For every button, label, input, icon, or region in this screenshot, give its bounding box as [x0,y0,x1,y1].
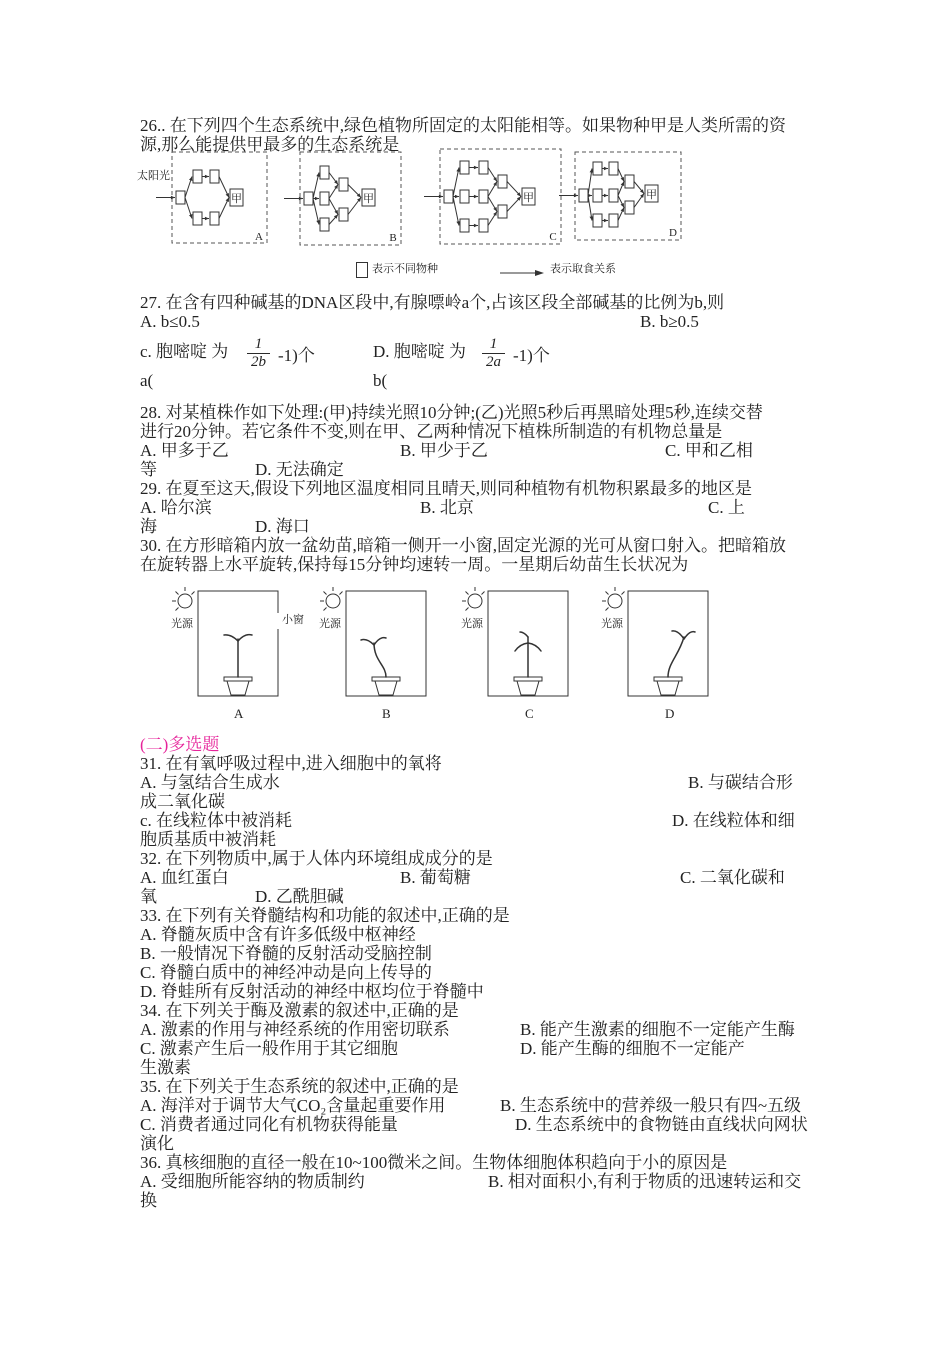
q27-stem: 27. 在含有四种碱基的DNA区段中,有腺嘌岭a个,占该区段全部碱基的比例为b,则 [140,293,725,312]
q33-option-b: B. 一般情况下脊髓的反射活动受脑控制 [140,944,432,963]
target-species-label: 甲 [363,193,374,205]
q35-option-d-part1: D. 生态系统中的食物链由直线状向网状 [515,1115,808,1134]
panel-letter-a: A [255,231,263,243]
q29-option-d: D. 海口 [255,517,310,536]
q28-option-d: D. 无法确定 [255,460,344,479]
legend-feeding-label: 表示取食关系 [550,263,616,275]
q26-foodweb-panel-a [156,150,268,245]
q27-option-d-fraction [482,336,505,372]
lamp-icon [462,587,485,611]
target-species-label: 甲 [523,192,534,204]
lamp-icon [602,587,625,611]
q26-foodweb-panel-b [284,150,402,247]
lamp-label: 光源 [319,618,341,630]
q27-option-c-prefix: c. 胞嘧啶 为 [140,342,229,361]
panel-letter-c: C [549,231,557,243]
q31-stem: 31. 在有氧呼吸过程中,进入细胞中的氧将 [140,754,442,773]
foodweb-geometry [156,152,267,243]
q32-option-d: D. 乙酰胆碱 [255,887,344,906]
q26-stem-line-2: 源,那么能提供甲最多的生态系统是 [140,135,400,154]
q35-option-c: C. 消费者通过同化有机物获得能量 [140,1115,398,1134]
q27-option-a: A. b≤0.5 [140,312,200,331]
dark-box [346,591,426,696]
q27-option-c-tail: -1)个 [278,346,315,365]
q36-option-a: A. 受细胞所能容纳的物质制约 [140,1172,365,1191]
q32-option-a: A. 血红蛋白 [140,868,229,887]
pot [372,677,400,695]
q27-option-d-prefix: D. 胞嘧啶 为 [373,342,467,361]
q31-option-d-part2: 胞质基质中被消耗 [140,830,276,849]
q26-foodweb-panel-d [559,150,682,242]
legend-species-label: 表示不同物种 [372,263,438,275]
foodweb-geometry [284,152,401,245]
q35-option-b: B. 生态系统中的营养级一般只有四~五级 [500,1096,802,1115]
pot [224,677,252,695]
fraction-denominator: 2a [482,353,505,371]
q34-option-d-part1: D. 能产生酶的细胞不一定能产 [520,1039,745,1058]
q28-option-b: B. 甲少于乙 [400,441,488,460]
q30-stem-line-1: 30. 在方形暗箱内放一盆幼苗,暗箱一侧开一小窗,固定光源的光可从窗口射入。把暗箱放 [140,536,786,555]
lamp-label: 光源 [601,618,623,630]
q27-option-d-coefficient: b( [373,371,388,390]
q30-stem-line-2: 在旋转器上水平旋转,保持每15分钟均速转一周。一星期后幼苗生长状况为 [140,555,689,574]
q36-stem: 36. 真核细胞的直径一般在10~100微米之间。生物体细胞体积趋向于小的原因是 [140,1153,728,1172]
q35-option-a: A. 海洋对于调节大气CO₂含量起重要作用 [140,1096,446,1115]
target-species-label: 甲 [231,193,242,205]
q34-stem: 34. 在下列关于酶及激素的叙述中,正确的是 [140,1001,459,1020]
q26-foodweb-panel-c [424,147,562,246]
q36-option-b-part2: 换 [140,1191,157,1210]
q29-option-b: B. 北京 [420,498,474,517]
pot [514,677,542,695]
q27-option-c-coefficient: a( [140,371,154,390]
q29-stem: 29. 在夏至这天,假设下列地区温度相同且晴天,则同种植物有机物积累最多的地区是 [140,479,752,498]
q27-option-c-fraction [247,336,270,372]
sun-light-label: 太阳光 [137,170,170,182]
foodweb-geometry [424,149,561,244]
q29-option-a: A. 哈尔滨 [140,498,212,517]
section-two-heading: (二)多选题 [140,735,220,754]
q31-option-b-part2: 成二氧化碳 [140,792,225,811]
fraction-denominator: 2b [247,353,270,371]
q27-option-d-tail: -1)个 [513,346,550,365]
panel-letter-d: D [669,227,677,239]
q32-option-c-part1: C. 二氧化碳和 [680,868,785,887]
q34-option-a: A. 激素的作用与神经系统的作用密切联系 [140,1020,450,1039]
dark-box [628,591,708,696]
q31-option-a: A. 与氢结合生成水 [140,773,280,792]
q35-option-d-part2: 演化 [140,1134,174,1153]
lamp-icon [172,587,195,611]
q31-option-b-part1: B. 与碳结合形 [688,773,793,792]
q30-panel-letter-c: C [525,706,534,721]
seedling [361,638,386,677]
q33-option-d: D. 脊蛙所有反射活动的神经中枢均位于脊髓中 [140,982,484,1001]
pot [654,677,682,695]
lamp-label: 光源 [461,618,483,630]
q28-option-c-part1: C. 甲和乙相 [665,441,753,460]
q28-option-a: A. 甲多于乙 [140,441,229,460]
lamp-label: 光源 [171,618,193,630]
q33-option-a: A. 脊髓灰质中含有许多低级中枢神经 [140,925,416,944]
q28-stem-line-2: 进行20分钟。若它条件不变,则在甲、乙两种情况下植株所制造的有机物总量是 [140,422,723,441]
foodweb-geometry [559,152,681,240]
q33-option-c: C. 脊髓白质中的神经冲动是向上传导的 [140,963,432,982]
q28-option-c-part2: 等 [140,460,157,479]
panel-letter-b: B [389,232,397,244]
target-species-label: 甲 [646,189,657,201]
q31-option-d-part1: D. 在线粒体和细 [672,811,795,830]
q34-option-d-part2: 生激素 [140,1058,191,1077]
q28-stem-line-1: 28. 对某植株作如下处理:(甲)持续光照10分钟;(乙)光照5秒后再黑暗处理5秒,连续交替 [140,403,763,422]
legend-species-box-icon [356,262,368,278]
lamp-icon [320,587,343,611]
q27-option-b: B. b≥0.5 [640,312,699,331]
fraction-numerator: 1 [489,336,498,352]
q32-option-c-part2: 氧 [140,887,157,906]
q30-panel-letter-b: B [382,706,391,721]
q26-stem-line-1: 26.. 在下列四个生态系统中,绿色植物所固定的太阳能相等。如果物种甲是人类所需的资 [140,116,786,135]
q29-option-c-part1: C. 上 [708,498,745,517]
q30-box-panel-d [593,585,723,703]
seedling [224,635,252,677]
q30-box-panel-c [453,585,583,703]
q35-stem: 35. 在下列关于生态系统的叙述中,正确的是 [140,1077,459,1096]
q34-option-c: C. 激素产生后一般作用于其它细胞 [140,1039,398,1058]
q30-box-panel-b [311,585,441,703]
q31-option-c: c. 在线粒体中被消耗 [140,811,293,830]
q32-option-b: B. 葡萄糖 [400,868,471,887]
q33-stem: 33. 在下列有关脊髓结构和功能的叙述中,正确的是 [140,906,510,925]
seedling [668,631,695,677]
q29-option-c-part2: 海 [140,517,157,536]
fraction-numerator: 1 [254,336,263,352]
q30-panel-letter-d: D [665,706,675,721]
seedling [515,632,541,677]
q34-option-b: B. 能产生激素的细胞不一定能产生酶 [520,1020,795,1039]
q36-option-b-part1: B. 相对面积小,有利于物质的迅速转运和交 [488,1172,802,1191]
legend-feeding-arrow-icon [500,268,546,278]
q30-panel-letter-a: A [234,706,244,721]
window-label: 小窗 [282,614,304,626]
q30-box-panel-a [163,585,315,703]
q32-stem: 32. 在下列物质中,属于人体内环境组成成分的是 [140,849,493,868]
